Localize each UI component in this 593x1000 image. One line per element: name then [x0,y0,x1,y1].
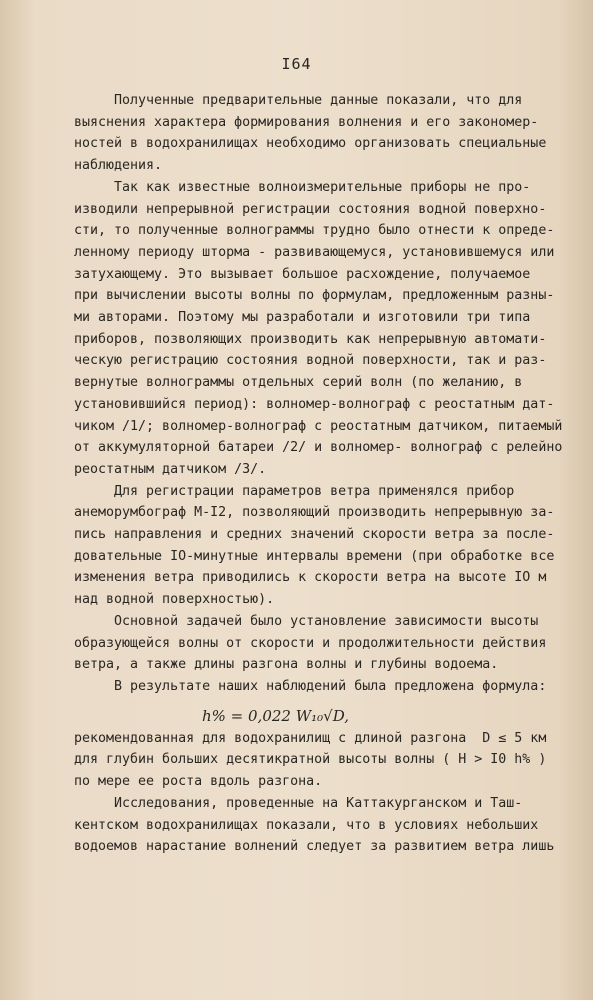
formula: h% = 0,022 W₁₀√D, [202,706,349,725]
text-line: рекомендованная для водохранилищ с длиной разгона D ≤ 5 км [74,730,547,746]
text-line: над водной поверхностью). [74,592,275,608]
text-line: образующейся волны от скорости и продолжительности действия [74,635,547,651]
text-line: изменения ветра приводились к скорости ветра на высоте IO м [74,570,547,586]
text-line: водоемов нарастание волнений следует за развитием ветра лишь [74,839,555,855]
text-line: Полученные предварительные данные показали, что для [74,93,523,108]
text-line: ми авторами. Поэтому мы разработали и изготовили три типа [74,310,531,326]
text-line: анеморумбограф М-I2, позволяющий производить непрерывную за- [74,505,555,521]
text-line: Так как известные волноизмерительные приборы не про- [74,179,531,195]
text-line: В результате наших наблюдений была предложена формула: [74,678,547,694]
text-line: довательные IO-минутные интервалы времени (при обработке все [74,548,555,564]
text-line: сти, то полученные волнограммы трудно было отнести к опреде- [74,223,555,239]
text-line: чиком /1/; волномер-волнограф с реостатным датчиком, питаемый [74,418,563,434]
text-line: по мере ее роста вдоль разгона. [74,774,323,790]
text-line: для глубин больших десятикратной высоты волны ( H > I0 h% ) [74,752,547,768]
text-line: изводили непрерывной регистрации состояния водной поверхно- [74,201,547,217]
text-line: вернутые волнограммы отдельных серий волн (по желанию, в [74,375,523,391]
text-line: кентском водохранилищах показали, что в условиях небольших [74,817,539,833]
text-line: от аккумуляторной батареи /2/ и волномер- волнограф с релейно [74,440,563,456]
text-line: Для регистрации параметров ветра применялся прибор [74,483,515,499]
text-line: при вычислении высоты волны по формулам, предложенным разны- [74,288,555,304]
body-text [74,90,564,858]
text-line: ленному периоду шторма - развивающемуся, установившемуся или [74,244,555,260]
text-line: приборов, позволяющих производить как непрерывную автомати- [74,331,547,347]
text-line: установившийся период): волномер-волнограф с реостатным дат- [74,396,555,412]
text-line: наблюдения. [74,158,163,174]
text-line: выяснения характера формирования волнения и его закономер- [74,114,539,130]
text-line: Основной задачей было установление зависимости высоты [74,613,539,629]
text-line: реостатным датчиком /3/. [74,461,267,477]
text-line: ветра, а также длины разгона волны и глубины водоема. [74,657,499,673]
text-line: затухающему. Это вызывает большое расхождение, получаемое [74,266,531,282]
text-line: ческую регистрацию состояния водной поверхности, так и раз- [74,353,547,369]
text-line: ностей в водохранилищах необходимо организовать специальные [74,136,547,152]
page-number: I64 [281,55,312,73]
text-line: Исследования, проведенные на Каттакурганском и Таш- [74,795,523,811]
text-line: пись направления и средних значений скорости ветра за после- [74,527,555,543]
